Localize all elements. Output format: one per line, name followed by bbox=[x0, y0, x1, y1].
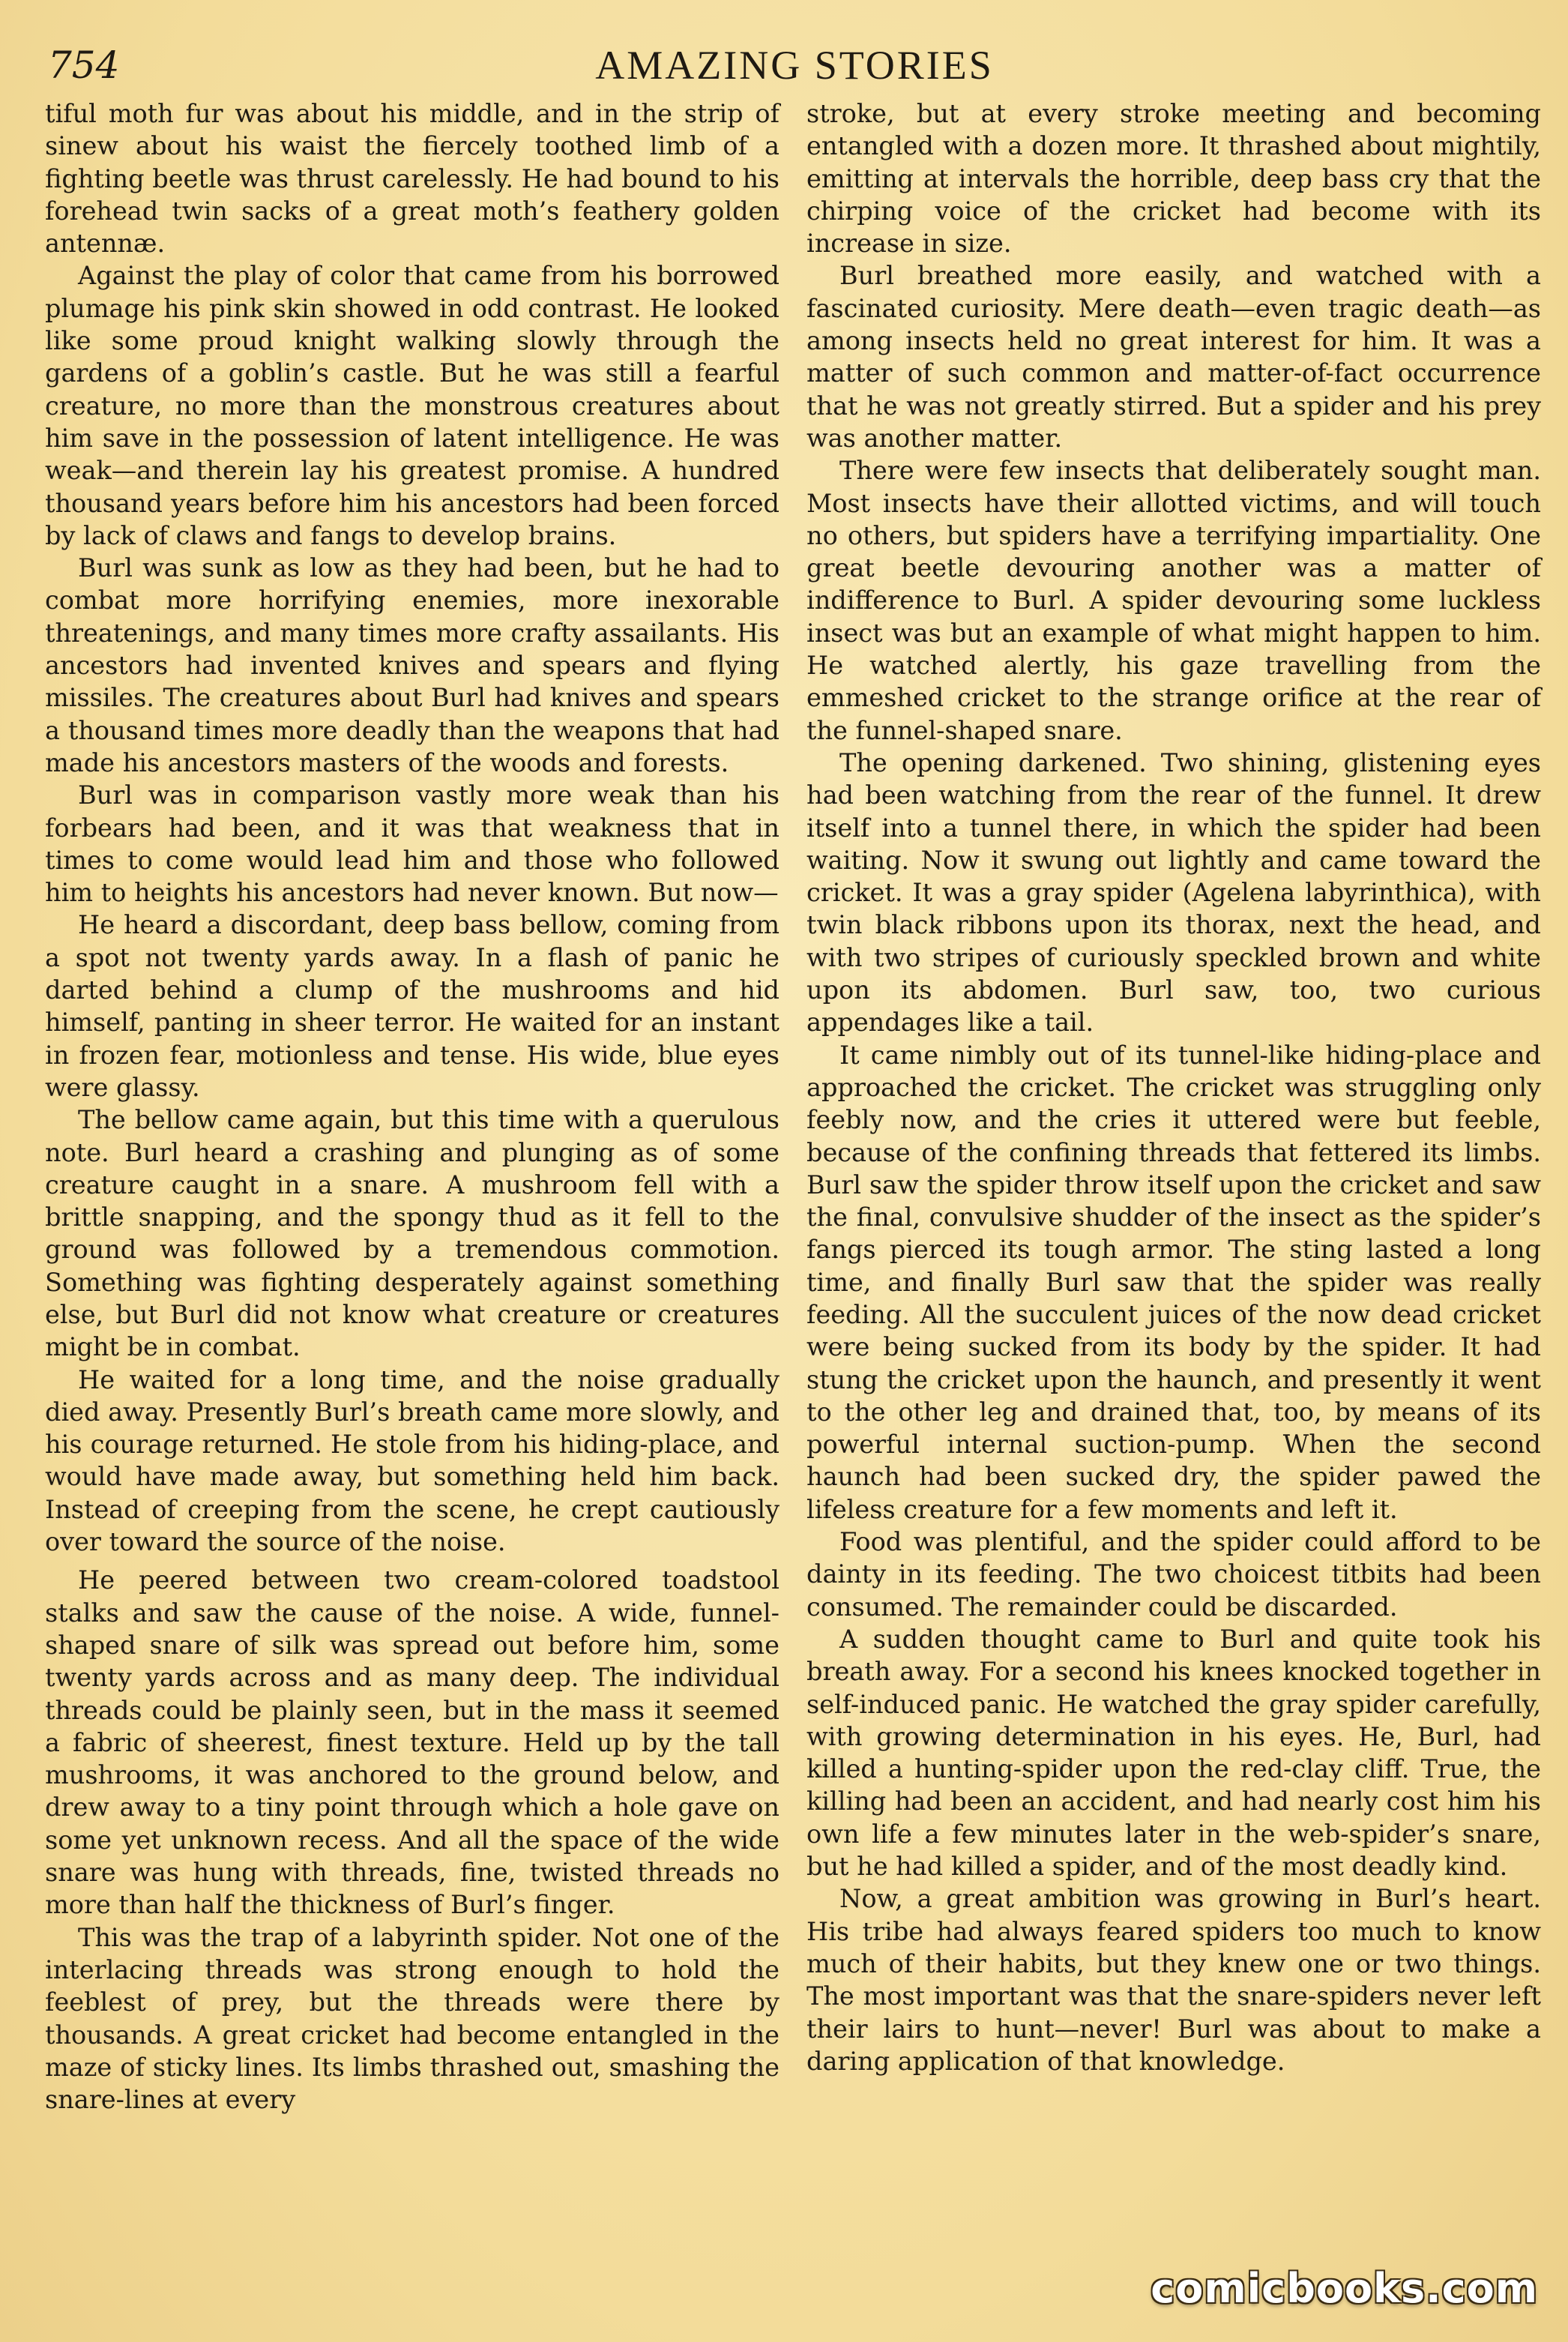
left-column bbox=[45, 97, 780, 2116]
paragraph: Food was plentiful, and the spider could afford to be dainty in its feeding. The two choicest titbits had been consumed. The remainder could be discarded. bbox=[806, 1527, 1541, 1622]
paragraph: A sudden thought came to Burl and quite took his breath away. For a second his knees knocked together in self-induced panic. He watched the gray spider carefully, with growing determination in his eyes. He, Burl, had killed a hunting-spider upon the red-clay cliff. True, the killing had been an accident, and had nearly cost him his own life a few minutes later in the web-spider’s snare, but he had killed a spider, and of the most deadly kind. bbox=[806, 1624, 1541, 1882]
paragraph: Against the play of color that came from his borrowed plumage his pink skin showed in odd contrast. He looked like some proud knight walking slowly through the gardens of a goblin’s castle. But he was still a fearful creature, no more than the monstrous creatures about him save in the possession of latent intelligence. He was weak—and therein lay his greatest promise. A hundred thousand years before him his ancestors had been forced by lack of claws and fangs to develop brains. bbox=[45, 261, 780, 550]
paragraph: tiful moth fur was about his middle, and in the strip of sinew about his waist the fiercely toothed limb of a fighting beetle was thrust carelessly. He had bound to his forehead twin sacks of a great moth’s feathery golden antennæ. bbox=[45, 99, 780, 259]
paragraph: This was the trap of a labyrinth spider. Not one of the interlacing threads was strong enough to hold the feeblest of prey, but the threads were there by thousands. A great cricket had become entangled in the maze of sticky lines. Its limbs thrashed out, smashing the snare-lines at every bbox=[45, 1922, 780, 2115]
running-title: AMAZING STORIES bbox=[595, 43, 994, 88]
paragraph: Burl breathed more easily, and watched with a fascinated curiosity. Mere death—even tragic death—as among insects held no great interest for him. It was a matter of such common and matter-of-fact occurrence that he was not greatly stirred. But a spider and his prey was another matter. bbox=[806, 261, 1541, 453]
page-number: 754 bbox=[48, 43, 120, 87]
paragraph: He waited for a long time, and the noise gradually died away. Presently Burl’s breath came more slowly, and his courage returned. He stole from his hiding-place, and would have made away, but something held him back. Instead of creeping from the scene, he crept cautiously over toward the source of the noise. bbox=[45, 1364, 780, 1557]
paragraph: He heard a discordant, deep bass bellow, coming from a spot not twenty yards away. In a flash of panic he darted behind a clump of the mushrooms and hid himself, panting in sheer terror. He waited for an instant in frozen fear, motionless and tense. His wide, blue eyes were glassy. bbox=[45, 910, 780, 1102]
paragraph: The opening darkened. Two shining, glistening eyes had been watching from the rear of the funnel. It drew itself into a tunnel there, in which the spider had been waiting. Now it swung out lightly and came toward the cricket. It was a gray spider (Agelena labyrinthica), with twin black ribbons upon its thorax, next the head, and with two stripes of curiously speckled brown and white upon its abdomen. Burl saw, too, two curious appendages like a tail. bbox=[806, 747, 1541, 1038]
paragraph: Now, a great ambition was growing in Burl’s heart. His tribe had always feared spiders too much to know much of their habits, but they knew one or two things. The most important was that the snare-spiders never left their lairs to hunt—never! Burl was about to make a daring application of that knowledge. bbox=[806, 1884, 1541, 2076]
paragraph: He peered between two cream-colored toadstool stalks and saw the cause of the noise. A wide, funnel-shaped snare of silk was spread out before him, some twenty yards across and as many deep. The individual threads could be plainly seen, but in the mass it seemed a fabric of sheerest, finest texture. Held up by the tall mushrooms, it was anchored to the ground below, and drew away to a tiny point through which a hole gave on some yet unknown recess. And all the space of the wide snare was hung with threads, fine, twisted threads no more than half the thickness of Burl’s finger. bbox=[45, 1565, 780, 1920]
paragraph: Burl was in comparison vastly more weak than his forbears had been, and it was that weakness that in times to come would lead him and those who followed him to heights his ancestors had never known. But now— bbox=[45, 780, 780, 908]
page-header bbox=[48, 39, 1541, 91]
paragraph: It came nimbly out of its tunnel-like hiding-place and approached the cricket. The cricket was struggling only feebly now, and the cries it uttered were but feeble, because of the confining threads that fettered its limbs. Burl saw the spider throw itself upon the cricket and saw the final, convulsive shudder of the insect as the spider’s fangs pierced its tough armor. The sting lasted a long time, and finally Burl saw that the spider was really feeding. All the succulent juices of the now dead cricket were being sucked from its body by the spider. It had stung the cricket upon the haunch, and presently it went to the other leg and drained that, too, by means of its powerful internal suction-pump. When the second haunch had been sucked dry, the spider pawed the lifeless creature for a few moments and left it. bbox=[806, 1040, 1541, 1524]
paragraph: stroke, but at every stroke meeting and becoming entangled with a dozen more. It thrashed about mightily, emitting at intervals the horrible, deep bass cry that the chirping voice of the cricket had become with its increase in size. bbox=[806, 99, 1541, 259]
paragraph: Burl was sunk as low as they had been, but he had to combat more horrifying enemies, more inexorable threatenings, and many times more crafty assailants. His ancestors had invented knives and spears and flying missiles. The creatures about Burl had knives and spears a thousand times more deadly than the weapons that had made his ancestors masters of the woods and forests. bbox=[45, 553, 780, 777]
right-column bbox=[806, 97, 1541, 2077]
watermark: comicbooks.com bbox=[1151, 2265, 1538, 2312]
paragraph: The bellow came again, but this time with a querulous note. Burl heard a crashing and plunging as of some creature caught in a snare. A mushroom fell with a brittle snapping, and the spongy thud as it fell to the ground was followed by a tremendous commotion. Something was fighting desperately against something else, but Burl did not know what creature or creatures might be in combat. bbox=[45, 1105, 780, 1362]
paragraph: There were few insects that deliberately sought man. Most insects have their allotted victims, and will touch no others, but spiders have a terrifying impartiality. One great beetle devouring another was a matter of indifference to Burl. A spider devouring some luckless insect was but an example of what might happen to him. He watched alertly, his gaze travelling from the emmeshed cricket to the strange orifice at the rear of the funnel-shaped snare. bbox=[806, 456, 1541, 745]
